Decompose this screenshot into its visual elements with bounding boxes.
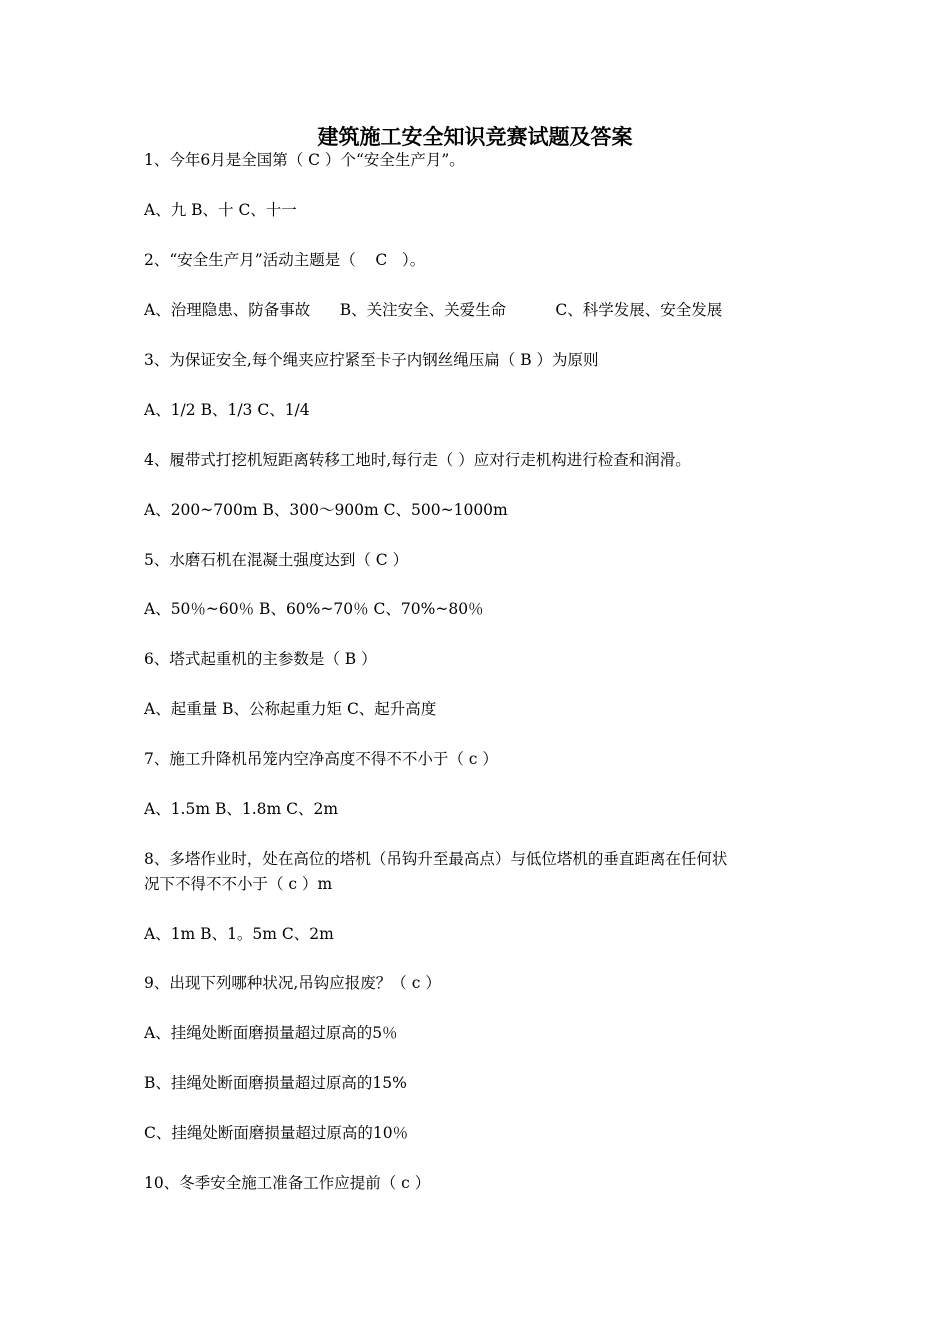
options-1: A、九 B、十 C、十一 [144, 201, 297, 219]
question-8-line-1: 8、多塔作业时，处在高位的塔机（吊钩升至最高点）与低位塔机的垂直距离在任何状 [144, 850, 728, 868]
options-6: A、起重量 B、公称起重力矩 C、起升高度 [144, 700, 437, 718]
question-8-line-2: 况下不得不不小于（ c ）m [144, 875, 333, 893]
options-2: A、治理隐患、防备事故 B、关注安全、关爱生命 C、科学发展、安全发展 [144, 301, 723, 319]
options-7: A、1.5m B、1.8m C、2m [144, 800, 339, 818]
question-5: 5、水磨石机在混凝土强度达到（ C ） [144, 551, 409, 569]
question-1: 1、今年6月是全国第（ C ）个“安全生产月”。 [144, 151, 465, 169]
question-10: 10、冬季安全施工准备工作应提前（ c ） [144, 1174, 431, 1192]
question-7: 7、施工升降机吊笼内空净高度不得不不小于（ c ） [144, 750, 498, 768]
question-3: 3、为保证安全,每个绳夹应拧紧至卡子内钢丝绳压扁（ B ）为原则 [144, 351, 599, 369]
options-3: A、1/2 B、1/3 C、1/4 [144, 401, 310, 419]
question-4: 4、履带式打挖机短距离转移工地时,每行走（ ）应对行走机构进行检查和润滑。 [144, 451, 691, 469]
option-9-b: B、挂绳处断面磨损量超过原高的15% [144, 1074, 407, 1092]
question-6: 6、塔式起重机的主参数是（ B ） [144, 650, 377, 668]
question-9: 9、出现下列哪种状况,吊钩应报废？（ c ） [144, 974, 441, 992]
options-4: A、200~700m B、300～900m C、500~1000m [144, 501, 508, 519]
options-5: A、50％~60％ B、60%~70％ C、70%~80％ [144, 600, 484, 618]
option-9-a: A、挂绳处断面磨损量超过原高的5％ [144, 1024, 398, 1042]
options-8: A、1m B、1。5m C、2m [144, 925, 334, 943]
question-2: 2、“安全生产月”活动主题是（ C ）。 [144, 251, 426, 269]
document-title: 建筑施工安全知识竞赛试题及答案 [317, 124, 633, 149]
option-9-c: C、挂绳处断面磨损量超过原高的10％ [144, 1124, 409, 1142]
